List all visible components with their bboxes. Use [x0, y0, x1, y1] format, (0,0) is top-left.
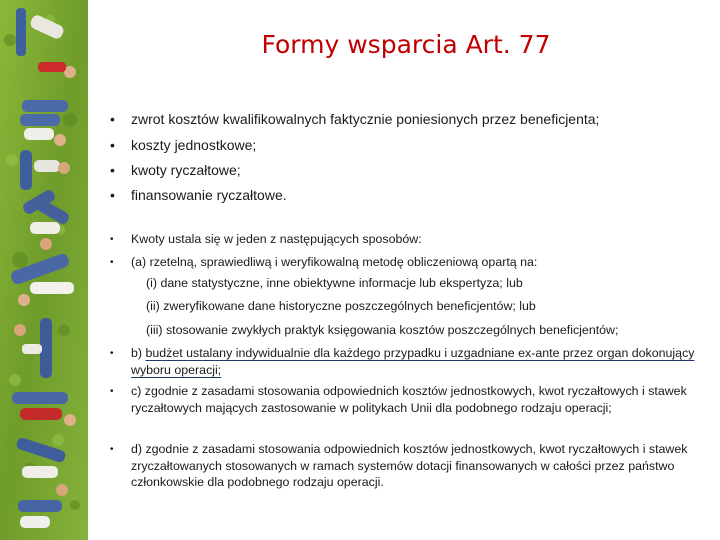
- bullet-marker: •: [110, 187, 115, 203]
- bullet-marker: •: [110, 137, 115, 153]
- bullet-text: finansowanie ryczałtowe.: [131, 187, 287, 203]
- bullet-marker: •: [110, 257, 114, 268]
- bullet-text: Kwoty ustala się w jeden z następujących sposobów:: [131, 232, 422, 246]
- sub-item: (ii) zweryfikowane dane historyczne poszczególnych beneficjentów; lub: [146, 299, 536, 313]
- bullet-text: kwoty ryczałtowe;: [131, 162, 241, 178]
- bullet-text: koszty jednostkowe;: [131, 137, 257, 153]
- bullet-text: (a) rzetelną, sprawiedliwą i weryfikowalną metodę obliczeniową opartą na:: [131, 255, 538, 269]
- bullet-marker: •: [110, 111, 115, 127]
- bullet-text: c) zgodnie z zasadami stosowania odpowiednich kosztów jednostkowych, kwot ryczałtowych i stawek ryczałtowych mających zastosowanie w politykach Unii dla podobnego rodzaju operacji;: [131, 384, 687, 415]
- bullet-b-prefix: b): [131, 346, 146, 360]
- side-grass-photo: [0, 0, 88, 540]
- bullet-marker: •: [110, 348, 114, 359]
- slide-title: Formy wsparcia Art. 77: [261, 30, 551, 59]
- bullet-marker: •: [110, 444, 114, 455]
- bullet-marker: •: [110, 234, 114, 245]
- sub-item: (iii) stosowanie zwykłych praktyk księgowania kosztów poszczególnych beneficjentów;: [146, 323, 619, 337]
- bullet-text: d) zgodnie z zasadami stosowania odpowiednich kosztów jednostkowych, kwot ryczałtowych i stawek zryczałtowanych stosowanych w ramach systemów dotacji finansowanych w całości przez państwo członkowskie dla podobnego rodzaju operacji.: [131, 442, 688, 489]
- bullet-b-underlined: budżet ustalany indywidualnie dla każdego przypadku i uzgadniane ex-ante przez organ dokonujący wyboru operacji;: [131, 346, 695, 377]
- bullet-text: [131, 345, 702, 378]
- bullet-marker: •: [110, 162, 115, 178]
- bullet-text: zwrot kosztów kwalifikowalnych faktycznie poniesionych przez beneficjenta;: [131, 111, 600, 127]
- bullet-marker: •: [110, 386, 114, 397]
- sub-item: (i) dane statystyczne, inne obiektywne informacje lub ekspertyza; lub: [146, 276, 523, 290]
